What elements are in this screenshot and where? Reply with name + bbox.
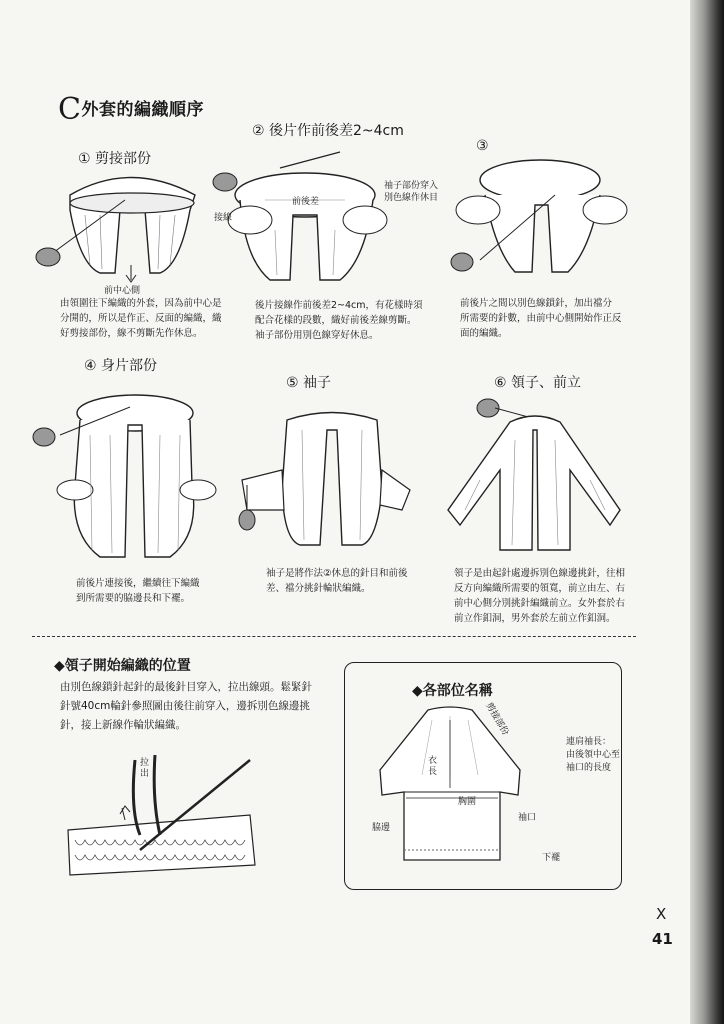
step4-illustration — [30, 385, 230, 565]
center-side-label: 前中心側 — [104, 286, 141, 296]
sleeve-hold-label: 袖子部份穿入 別色線作休目 — [384, 181, 439, 203]
garment-diagram — [360, 700, 540, 870]
step4-title: ④ 身片部份 — [84, 358, 158, 374]
step6-caption: 領子是由起針處邊拆別色線邊挑針，往相 反方向編織所需要的領寬，前立由左、右 前中心側分別挑針編織前立。女外套於右 前立作釦洞，男外套於左前立作釦洞。 — [454, 568, 626, 624]
dashed-divider — [32, 636, 636, 637]
collar-pickup-illustration — [60, 740, 260, 885]
step1-title: ① 剪接部份 — [78, 151, 152, 167]
step3-caption: 前後片之間以別色線鎖針，加出襠分 所需要的針數，由前中心側開始作正反 面的編織。 — [460, 298, 622, 339]
step5-title: ⑤ 袖子 — [286, 375, 332, 391]
hem-label: 下襬 — [542, 853, 561, 863]
body-length-label: 衣長 — [428, 756, 438, 777]
collar-start-text: 由別色線鎖針起針的最後針目穿入，拉出線頭。鬆緊針 針號40cm輪針參照圖由後往前穿入，邊拆別色線邊挑 針，接上新線作輪狀編織。 — [60, 681, 312, 731]
section-title: C外套的編織順序 — [58, 92, 204, 127]
chest-label: 胸圍 — [458, 797, 477, 807]
step6-illustration — [440, 390, 630, 555]
sleeve-length-note: 連肩袖長： 由後領中心至 袖口的長度 — [566, 737, 621, 773]
yoke-label: 剪接部份 — [483, 701, 511, 738]
front-back-diff-label: 前後差 — [292, 197, 320, 207]
step1-illustration — [30, 165, 233, 290]
step2-caption: 後片接線作前後差2~4cm，有花樣時須 配合花樣的段數，織好前後差線剪斷。 袖子部份用別色線穿好休息。 — [255, 300, 423, 341]
step3-illustration — [440, 150, 640, 280]
page-number: 41 — [652, 930, 673, 948]
join-label: 接線 — [214, 213, 233, 223]
book-page-edge — [690, 0, 724, 1024]
side-label: 脇邊 — [372, 823, 391, 833]
step5-illustration — [232, 400, 412, 550]
cuff-label: 袖口 — [518, 813, 537, 823]
collar-start-heading: ◆領子開始編織的位置 — [54, 658, 191, 674]
step1-caption: 由領圍往下編織的外套，因為前中心是 分開的，所以是作正、反面的編織，織 好剪接部份，線不剪斷先作休息。 — [60, 298, 222, 339]
pull-out-label: 拉出 — [140, 758, 150, 779]
step2-title: ② 後片作前後差2~4cm — [252, 123, 404, 139]
step2-illustration — [205, 140, 415, 295]
page-mark: X — [656, 905, 667, 923]
parts-heading: ◆各部位名稱 — [412, 683, 493, 699]
step5-caption: 袖子是將作法②休息的針目和前後 差、襠分挑針輪狀編織。 — [266, 568, 408, 594]
step4-caption: 前後片連接後，繼續往下編織 到所需要的脇邊長和下襬。 — [76, 578, 200, 604]
step6-title: ⑥ 領子、前立 — [494, 375, 582, 391]
step3-title: ③ — [476, 138, 489, 154]
